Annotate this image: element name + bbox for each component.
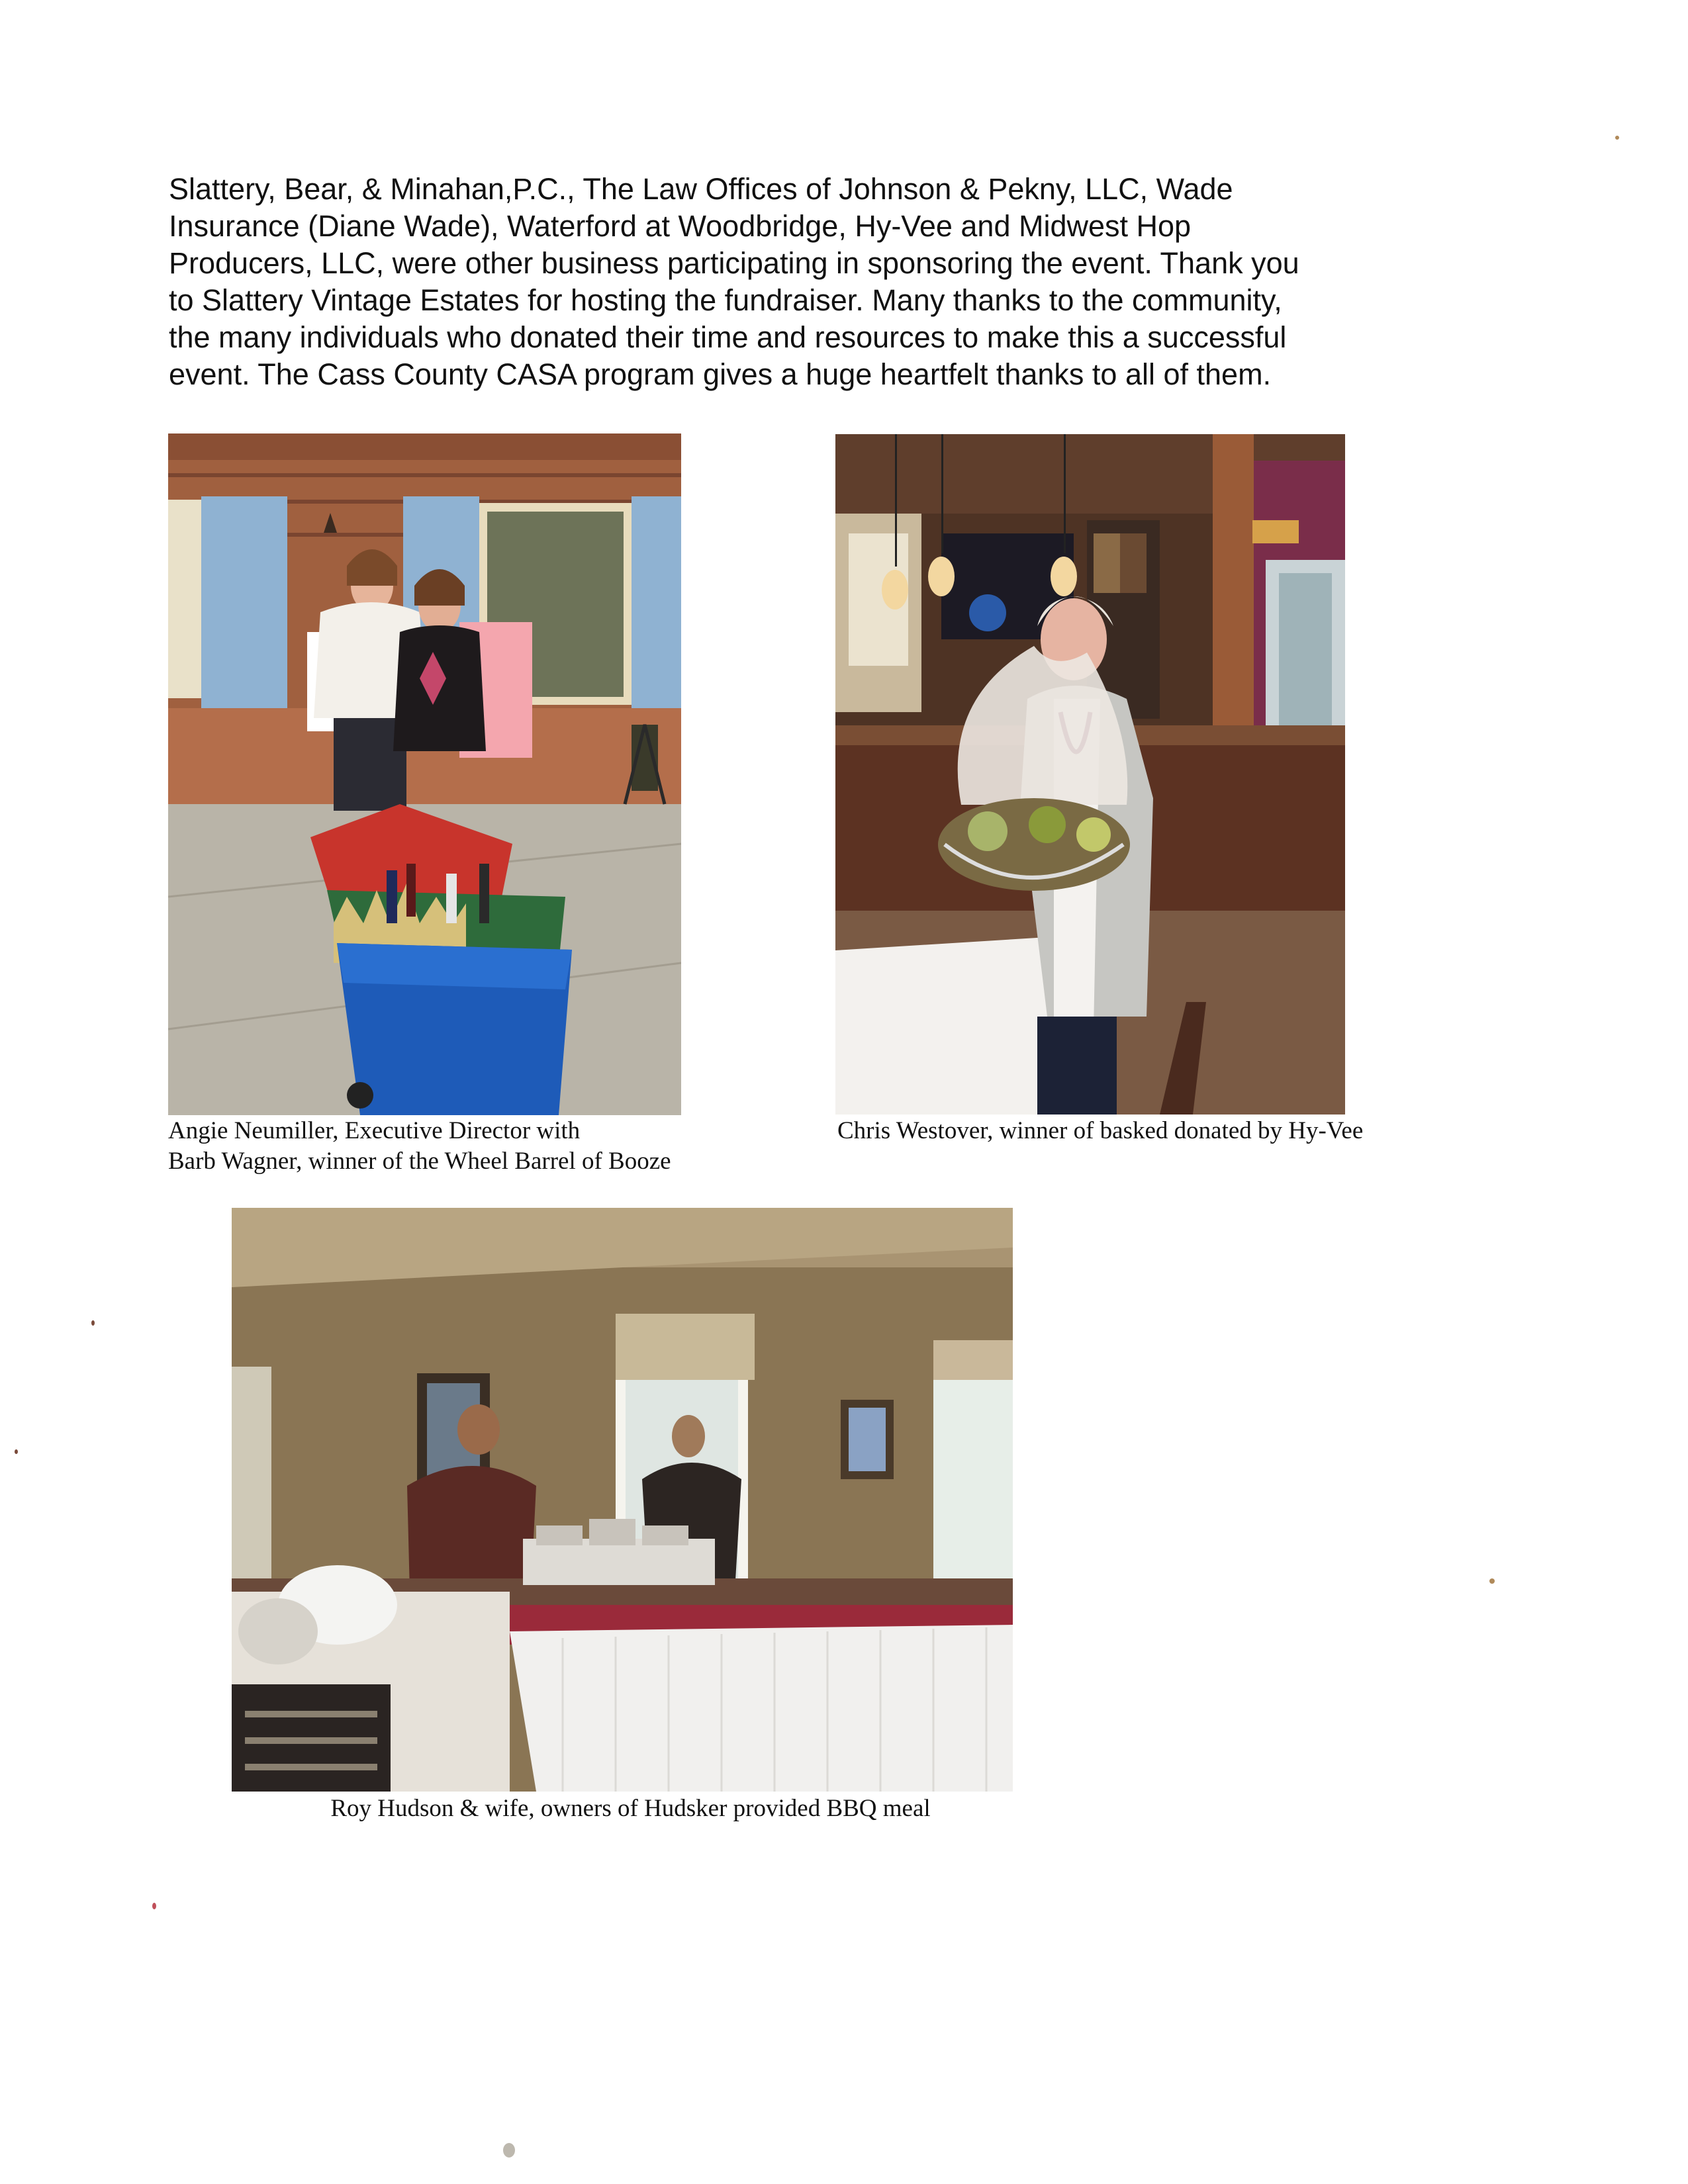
scan-speck: [1489, 1578, 1495, 1584]
scan-speck: [1615, 136, 1619, 140]
body-line: Insurance (Diane Wade), Waterford at Woodbridge, Hy-Vee and Midwest Hop: [169, 209, 1192, 243]
caption-line: Chris Westover, winner of basked donated by Hy-Vee: [837, 1117, 1364, 1144]
photo-bbq-buffet-image: [232, 1208, 1013, 1792]
photo-wheelbarrow-image: [168, 433, 681, 1115]
photo-gift-basket-image: [835, 434, 1345, 1115]
body-line: Producers, LLC, were other business participating in sponsoring the event. Thank you: [169, 246, 1299, 280]
caption-line: Angie Neumiller, Executive Director with: [168, 1117, 581, 1144]
caption-line: Barb Wagner, winner of the Wheel Barrel of Booze: [168, 1148, 671, 1175]
body-line: the many individuals who donated their time and resources to make this a successful: [169, 320, 1287, 354]
scan-speck: [91, 1320, 95, 1326]
body-line: event. The Cass County CASA program gives a huge heartfelt thanks to all of them.: [169, 357, 1272, 391]
photo-gift-basket: [835, 434, 1345, 1115]
photo-caption: [0, 1794, 1261, 1824]
scan-speck: [15, 1449, 18, 1454]
photo-wheelbarrow: [168, 433, 681, 1115]
scan-speck: [152, 1903, 156, 1909]
body-line: to Slattery Vintage Estates for hosting the fundraiser. Many thanks to the community,: [169, 283, 1282, 317]
scan-speck: [503, 2143, 515, 2158]
photo-bbq-buffet: [232, 1208, 1013, 1792]
body-line: Slattery, Bear, & Minahan,P.C., The Law Offices of Johnson & Pekny, LLC, Wade: [169, 172, 1233, 206]
photo-caption: [168, 1116, 671, 1177]
caption-line: Roy Hudson & wife, owners of Hudsker provided BBQ meal: [330, 1795, 931, 1822]
body-paragraph: [169, 171, 1506, 393]
photo-caption: [837, 1116, 1363, 1146]
